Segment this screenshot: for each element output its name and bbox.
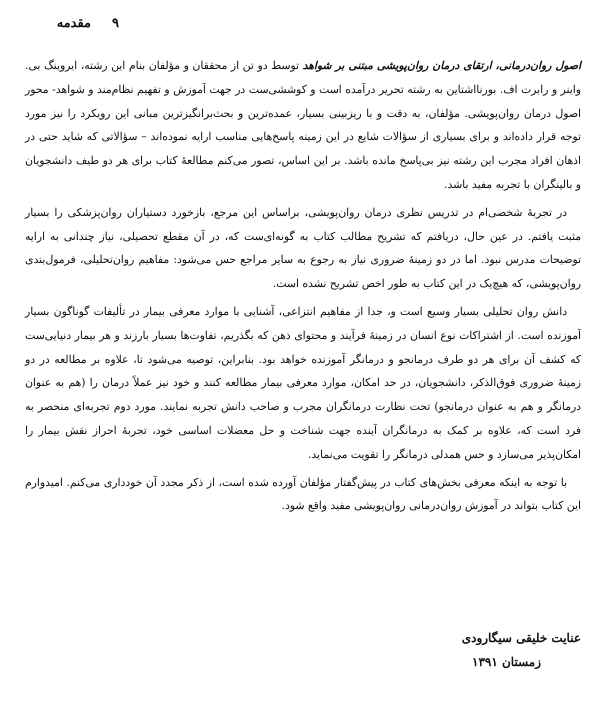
paragraph-1 — [25, 54, 581, 197]
paragraph-4-text: با توجه به اینکه معرفی بخش‌های کتاب در پیش‌گفتار مؤلفان آورده شده است، از ذکر مجدد آن خودداری می‌کنم. امیدوارم این کتاب بتواند در آموزش روان‌درمانی روان‌پویشی مفید واقع شود. — [25, 475, 581, 513]
signature-date: زمستان ۱۳۹۱ — [472, 655, 541, 669]
page-number: ۹ — [112, 16, 119, 31]
paragraph-3 — [25, 300, 581, 467]
paragraph-3-text: دانش روان تحلیلی بسیار وسیع است و، جدا از مفاهیم انتزاعی، آشنایی با موارد معرفی بیمار در تألیفات گوناگون بسیار آموزنده است. از اشتراکات نوع انسان در زمینهٔ فرآیند و محتوای ذهن که بگذریم، تفاوت‌ها بسیار بارزند و هر بیمار دنیایی‌ست که کشف آن برای هر دو طرف درمانجو و درمانگر آموزنده خواهد بود. بنابراین، توصیه می‌شود تا، علاوه بر مطالعه در دو زمینهٔ ضروری فوق‌الذکر، دانشجویان، در حد امکان، موارد معرفی بیمار مطالعه کنند و خود نیز عملاً درمان را (هم به عنوان درمانگر و هم به عنوان درمانجو) تحت نظارت درمانگران مجرب و صاحب دانش تجربه نمایند. مورد دوم تجربه‌ای منحصر به فرد است که، علاوه بر کمک به درمانگران آینده جهت شناخت و حل معضلات اساسی خود، تجربهٔ احراز نقش بیمار را امکان‌پذیر می‌سازد و حس همدلی درمانگر را تقویت می‌نماید. — [25, 304, 581, 461]
running-header — [0, 16, 605, 40]
paragraph-1-text: توسط دو تن از محققان و مؤلفان بنام این رشته، ایروینگ بی. واینر و رابرت اف. بورنااشتاین به رشته تحریر درآمده است و کوششی‌ست در جهت آموزش و تفهیم نظام‌مند و شواهد- محور اصول درمان روان‌پویشی. مؤلفان، به دقت و با ریزبینی بسیار، عمده‌ترین و بحث‌برانگیزترین مبانی این رویکرد را نیز مورد توجه قرار داده‌اند و برای بسیاری از سؤالات شایع در این زمینه پاسخ‌هایی مناسب ارایه نموده‌اند – سؤالاتی که شاید حتی در اذهان افراد مجرب این رشته نیز بی‌پاسخ مانده باشد. بر این اساس، تصور می‌کنم مطالعهٔ کتاب برای هر دو طیف دانشجویان و بالینگران با تجربه مفید باشد. — [25, 59, 581, 191]
paragraph-2 — [25, 201, 581, 296]
author-name: عنایت خلیقی سیگارودی — [461, 631, 581, 645]
page-title: مقدمه — [56, 16, 91, 31]
paragraph-4 — [25, 471, 581, 519]
book-title-emphasis: اصول روان‌درمانی، ارتقای درمان روان‌پویشی مبتنی بر شواهد — [302, 59, 581, 72]
body-text — [25, 54, 581, 522]
signature-block — [25, 626, 581, 674]
paragraph-2-text: در تجربهٔ شخصی‌ام در تدریس نظری درمان روان‌پویشی، براساس این مرجع، بازخورد دستیاران روان‌پزشکی را بسیار مثبت یافتم. در عین حال، دریافتم که تشریح مطالب کتاب به گونه‌ای‌ست که، در آن مقطع تحصیلی، نیاز چندانی به ارایه توضیحات مدرس نبود. اما در دو زمینهٔ ضروری نیاز به رجوع به سایر مراجع حس می‌شود: مفاهیم روان‌تحلیلی، فرمول‌بندی روان‌پویشی، که هیچ‌یک در این کتاب به طور اخص تشریح نشده است. — [25, 205, 581, 291]
